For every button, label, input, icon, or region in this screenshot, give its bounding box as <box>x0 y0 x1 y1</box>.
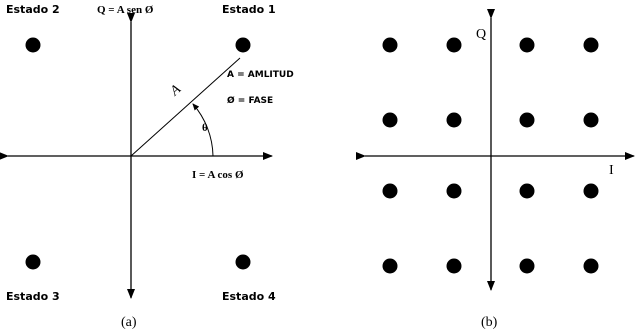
state-1-point <box>236 38 251 53</box>
constellation-point <box>447 38 462 53</box>
panel-b-q-label: Q <box>476 27 487 42</box>
constellation-point <box>520 259 535 274</box>
angle-theta-label: θ <box>202 122 208 134</box>
state-3-label: Estado 3 <box>6 290 60 303</box>
amplitude-legend: A = AMLITUD <box>227 70 294 80</box>
constellation-point <box>520 184 535 199</box>
i-equation-label: I = A cos Ø <box>192 169 244 181</box>
constellation-point <box>520 38 535 53</box>
state-4-label: Estado 4 <box>222 290 276 303</box>
constellation-point <box>447 113 462 128</box>
panel-a <box>6 3 294 330</box>
panel-a-caption: (a) <box>121 315 137 330</box>
constellation-point <box>383 38 398 53</box>
constellation-point <box>584 113 599 128</box>
state-2-point <box>26 38 41 53</box>
phase-legend: Ø = FASE <box>227 96 274 106</box>
panel-b-i-label: I <box>609 163 614 178</box>
panel-b-caption: (b) <box>481 315 498 330</box>
state-3-point <box>26 255 41 270</box>
constellation-point <box>584 259 599 274</box>
constellation-point <box>584 184 599 199</box>
state-2-label: Estado 2 <box>6 3 60 16</box>
state-4-point <box>236 255 251 270</box>
constellation-point <box>383 259 398 274</box>
state-1-label: Estado 1 <box>222 3 276 16</box>
vector-amplitude-letter: A <box>167 82 185 99</box>
constellation-point <box>447 259 462 274</box>
amplitude-vector <box>131 58 240 156</box>
panel-b <box>365 18 634 330</box>
constellation-point <box>447 184 462 199</box>
constellation-point <box>584 38 599 53</box>
constellation-point <box>383 184 398 199</box>
constellation-point <box>520 113 535 128</box>
constellation-point <box>383 113 398 128</box>
q-equation-label: Q = A sen Ø <box>97 4 154 16</box>
